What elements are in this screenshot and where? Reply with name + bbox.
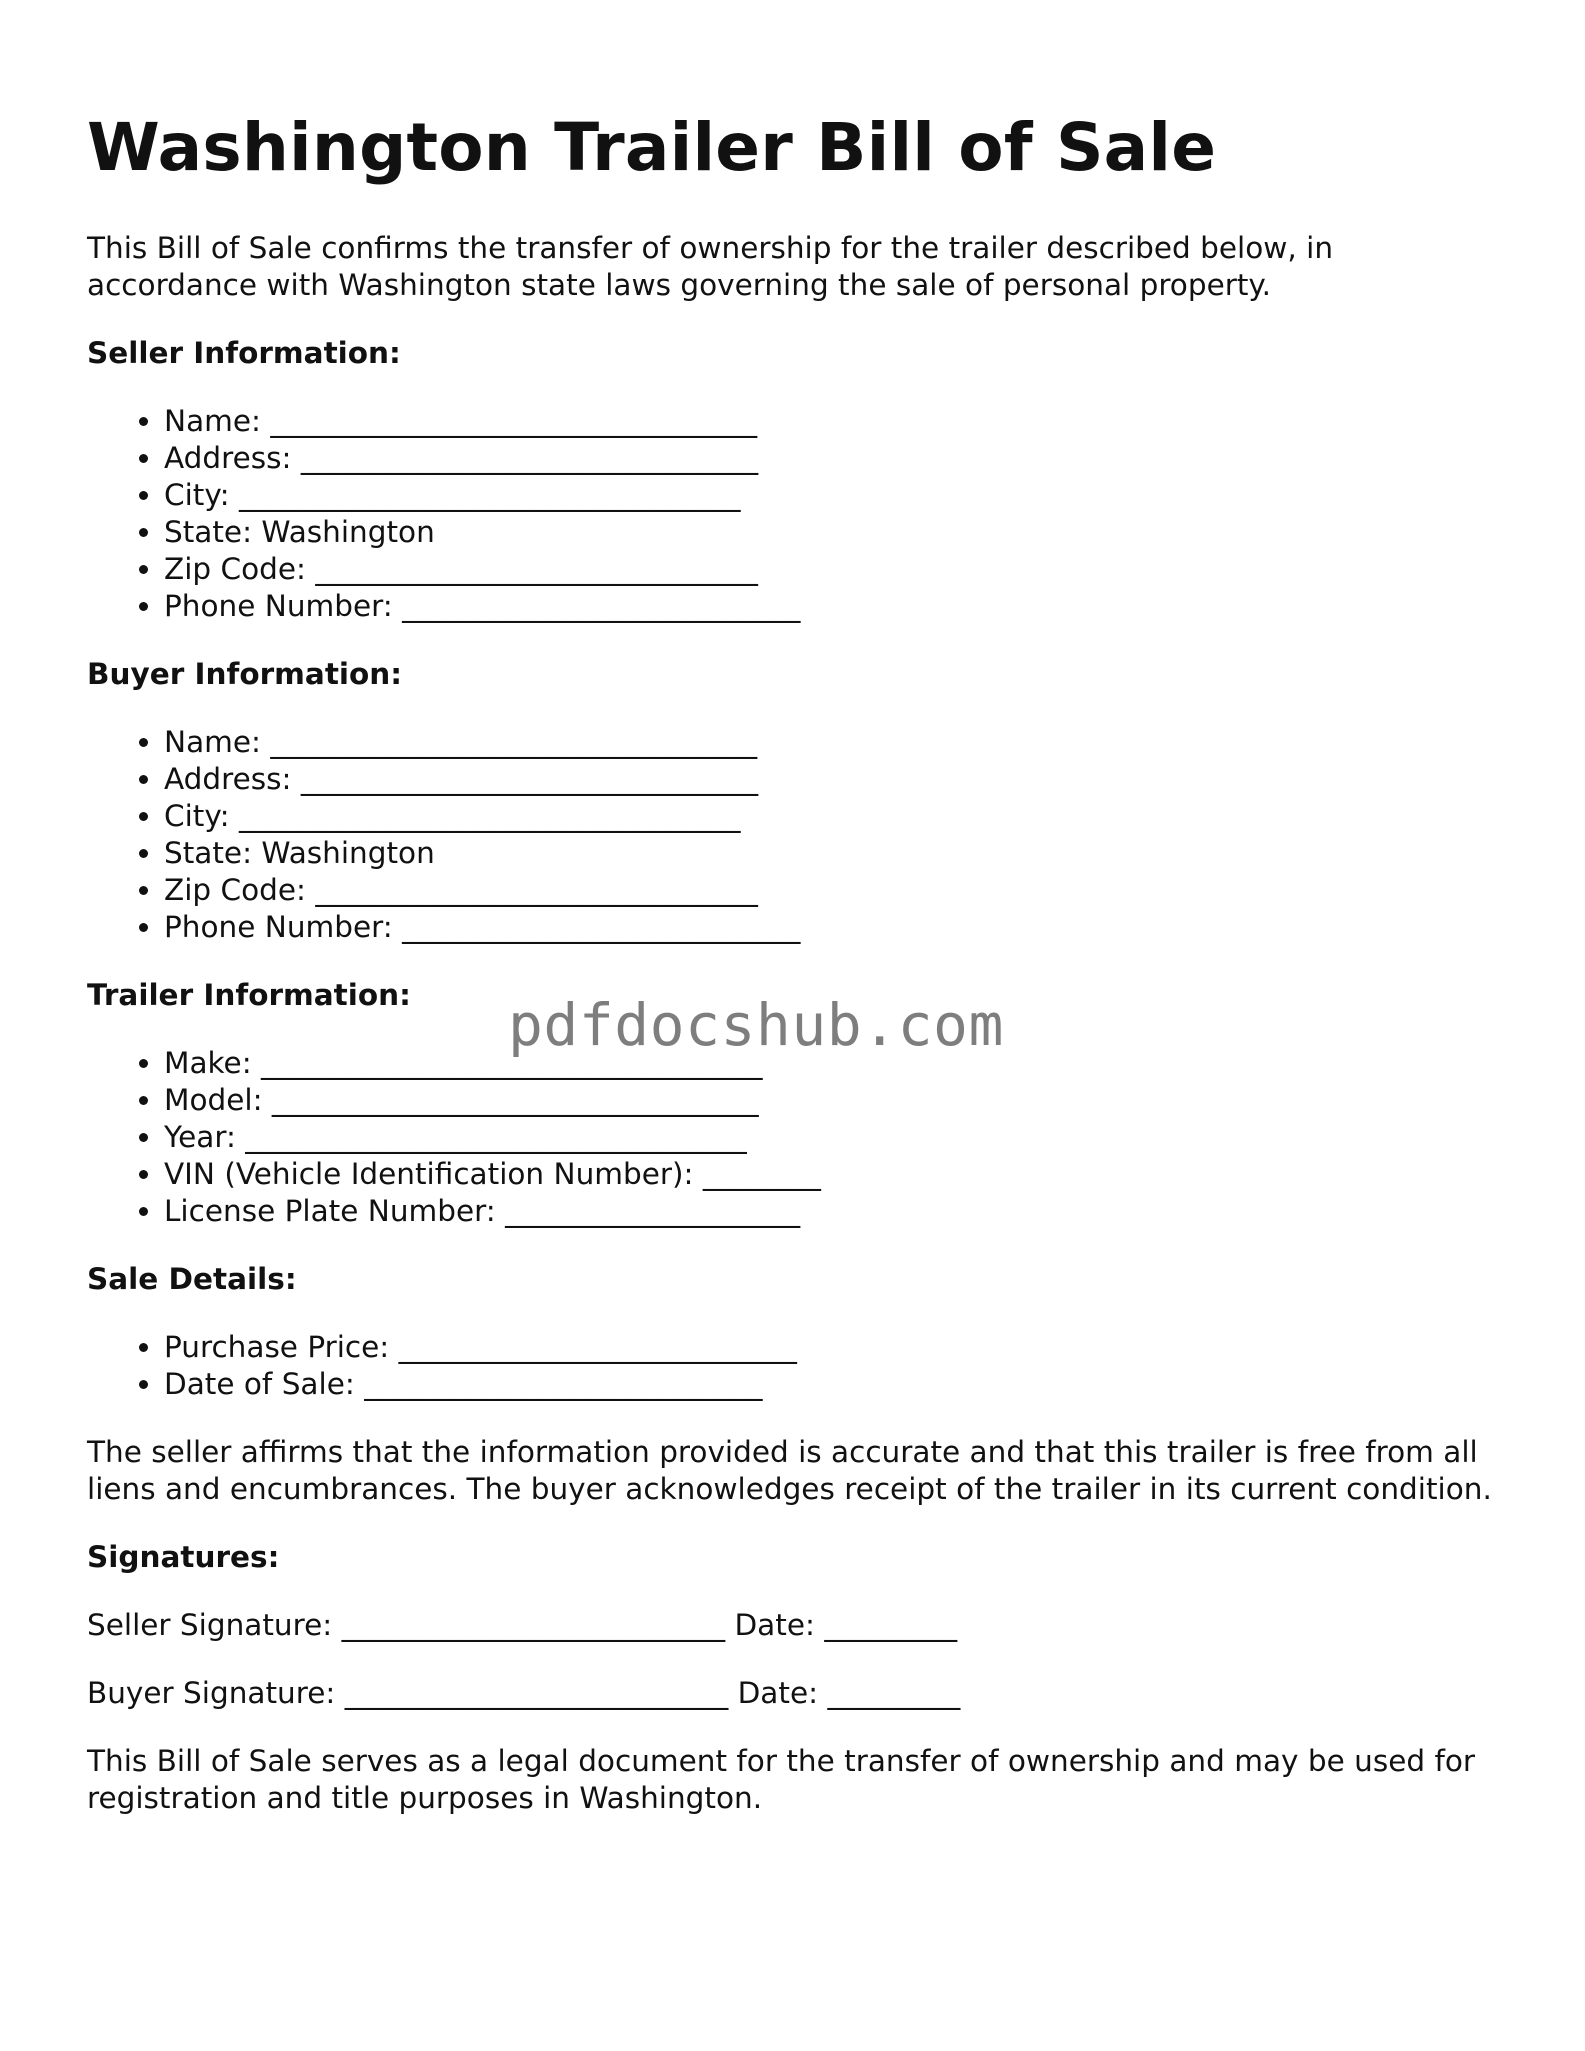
field-label: License Plate Number: bbox=[164, 1194, 496, 1228]
year-blank[interactable]: __________________________________ bbox=[245, 1120, 747, 1154]
state-value: Washington bbox=[261, 836, 435, 870]
trailer-model-item bbox=[164, 1082, 1497, 1119]
field-label: Zip Code: bbox=[164, 873, 306, 907]
watermark: pdfdocshub.com bbox=[508, 991, 1004, 1059]
field-label: Year: bbox=[164, 1120, 236, 1154]
field-label: City: bbox=[164, 478, 230, 512]
buyer-signature-blank[interactable]: __________________________ bbox=[344, 1676, 729, 1710]
seller-heading: Seller Information: bbox=[87, 336, 401, 370]
buyer-signature-line bbox=[87, 1675, 1497, 1712]
field-label: State: bbox=[164, 515, 253, 549]
field-label: Date: bbox=[737, 1676, 819, 1710]
buyer-address-item bbox=[164, 761, 1497, 798]
trailer-heading: Trailer Information: bbox=[87, 978, 411, 1012]
seller-list bbox=[87, 403, 1497, 625]
sale-heading: Sale Details: bbox=[87, 1262, 297, 1296]
field-label: Name: bbox=[164, 404, 261, 438]
sale-date-item bbox=[164, 1366, 1497, 1403]
address-blank[interactable]: _______________________________ bbox=[300, 762, 759, 796]
buyer-city-item bbox=[164, 798, 1497, 835]
trailer-plate-item bbox=[164, 1193, 1497, 1230]
name-blank[interactable]: _________________________________ bbox=[270, 725, 758, 759]
phone-blank[interactable]: ___________________________ bbox=[402, 910, 801, 944]
model-blank[interactable]: _________________________________ bbox=[271, 1083, 759, 1117]
field-label: Phone Number: bbox=[164, 589, 393, 623]
field-label: State: bbox=[164, 836, 253, 870]
buyer-date-blank[interactable]: _________ bbox=[827, 1676, 961, 1710]
intro-paragraph: This Bill of Sale confirms the transfer of ownership for the trailer described below, in accordance with Washington state laws governing the sale of personal property. bbox=[87, 231, 1334, 302]
city-blank[interactable]: __________________________________ bbox=[239, 799, 741, 833]
document-title: Washington Trailer Bill of Sale bbox=[87, 109, 1217, 186]
buyer-state-item bbox=[164, 835, 1497, 872]
state-value: Washington bbox=[261, 515, 435, 549]
city-blank[interactable]: __________________________________ bbox=[239, 478, 741, 512]
field-label: Buyer Signature: bbox=[87, 1676, 336, 1710]
field-label: City: bbox=[164, 799, 230, 833]
phone-blank[interactable]: ___________________________ bbox=[402, 589, 801, 623]
field-label: VIN (Vehicle Identification Number): bbox=[164, 1157, 694, 1191]
document-content bbox=[87, 106, 1497, 1817]
name-blank[interactable]: _________________________________ bbox=[270, 404, 758, 438]
field-label: Seller Signature: bbox=[87, 1608, 333, 1642]
seller-signature-line bbox=[87, 1607, 1497, 1644]
plate-blank[interactable]: ____________________ bbox=[505, 1194, 801, 1228]
field-label: Purchase Price: bbox=[164, 1330, 390, 1364]
field-label: Date of Sale: bbox=[164, 1367, 355, 1401]
buyer-list bbox=[87, 724, 1497, 946]
field-label: Model: bbox=[164, 1083, 263, 1117]
seller-city-item bbox=[164, 477, 1497, 514]
buyer-zip-item bbox=[164, 872, 1497, 909]
address-blank[interactable]: _______________________________ bbox=[300, 441, 759, 475]
trailer-year-item bbox=[164, 1119, 1497, 1156]
sale-list bbox=[87, 1329, 1497, 1403]
field-label: Address: bbox=[164, 762, 292, 796]
trailer-vin-item bbox=[164, 1156, 1497, 1193]
field-label: Date: bbox=[734, 1608, 815, 1642]
sale-price-item bbox=[164, 1329, 1497, 1366]
field-label: Make: bbox=[164, 1046, 252, 1080]
affirmation-paragraph: The seller affirms that the information provided is accurate and that this trailer is free from all liens and encumbrances. The buyer acknowledges receipt of the trailer in its current condition. bbox=[87, 1435, 1492, 1506]
zip-blank[interactable]: ______________________________ bbox=[315, 552, 758, 586]
sale-date-blank[interactable]: ___________________________ bbox=[364, 1367, 763, 1401]
buyer-phone-item bbox=[164, 909, 1497, 946]
make-blank[interactable]: __________________________________ bbox=[261, 1046, 763, 1080]
buyer-heading: Buyer Information: bbox=[87, 657, 403, 691]
seller-state-item bbox=[164, 514, 1497, 551]
buyer-name-item bbox=[164, 724, 1497, 761]
field-label: Phone Number: bbox=[164, 910, 393, 944]
field-label: Name: bbox=[164, 725, 261, 759]
seller-date-blank[interactable]: _________ bbox=[824, 1608, 958, 1642]
signatures-heading: Signatures: bbox=[87, 1540, 280, 1574]
price-blank[interactable]: ___________________________ bbox=[398, 1330, 797, 1364]
closing-paragraph: This Bill of Sale serves as a legal document for the transfer of ownership and may be used for registration and title purposes in Washington. bbox=[87, 1744, 1476, 1815]
seller-zip-item bbox=[164, 551, 1497, 588]
vin-blank[interactable]: ________ bbox=[702, 1157, 821, 1191]
seller-name-item bbox=[164, 403, 1497, 440]
field-label: Address: bbox=[164, 441, 292, 475]
seller-phone-item bbox=[164, 588, 1497, 625]
field-label: Zip Code: bbox=[164, 552, 306, 586]
seller-address-item bbox=[164, 440, 1497, 477]
zip-blank[interactable]: ______________________________ bbox=[315, 873, 758, 907]
trailer-list bbox=[87, 1045, 1497, 1230]
seller-signature-blank[interactable]: __________________________ bbox=[341, 1608, 726, 1642]
